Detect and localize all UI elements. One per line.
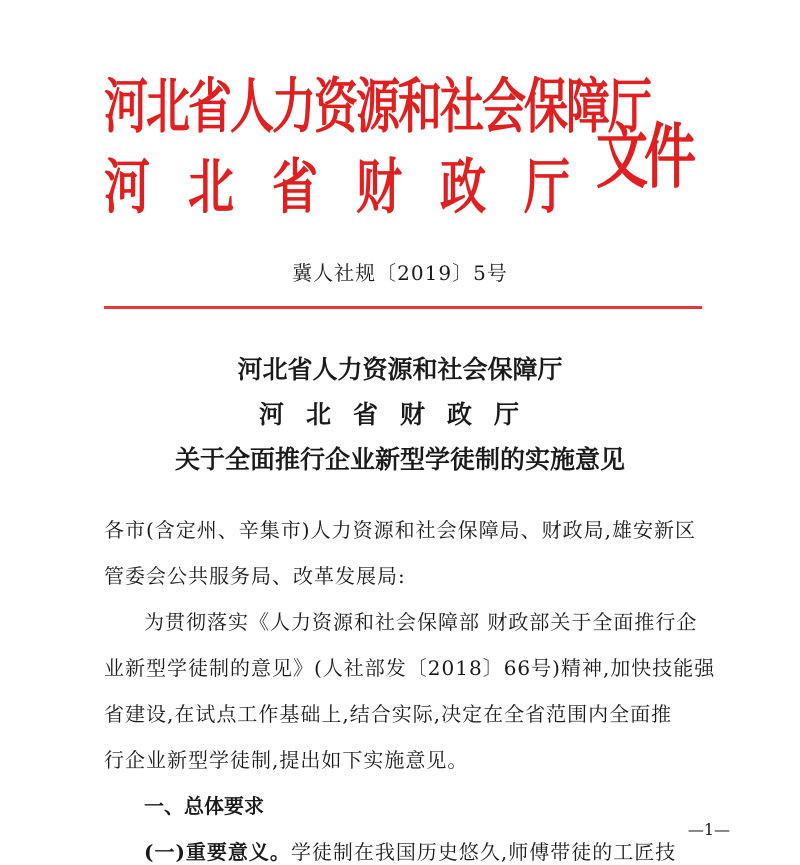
title-issuer-2: 河北省财政厅 bbox=[258, 400, 541, 429]
page-number: —1— bbox=[687, 820, 730, 839]
document-number: 冀人社规〔2019〕5号 bbox=[292, 261, 508, 285]
document-type-label: 文件 bbox=[596, 117, 693, 199]
subsection-1-label: (一)重要意义。 bbox=[144, 840, 291, 864]
red-separator-line bbox=[104, 306, 702, 309]
section-1-heading: 一、总体要求 bbox=[144, 794, 264, 818]
issuer-name-line-1: 河北省人力资源和社会保障厅 bbox=[104, 72, 650, 142]
paragraph-1-line-3: 省建设,在试点工作基础上,结合实际,决定在全省范围内全面推 bbox=[104, 702, 673, 726]
paragraph-1-line-2: 业新型学徒制的意见》(人社部发〔2018〕66号)精神,加快技能强 bbox=[104, 656, 716, 680]
addressee-line-1: 各市(含定州、辛集市)人力资源和社会保障局、财政局,雄安新区 bbox=[104, 518, 696, 542]
title-issuer-1: 河北省人力资源和社会保障厅 bbox=[237, 355, 563, 384]
paragraph-1-line-1: 为贯彻落实《人力资源和社会保障部 财政部关于全面推行企 bbox=[144, 610, 698, 634]
addressee-line-2: 管委会公共服务局、改革发展局: bbox=[104, 564, 406, 588]
subsection-1-text: 学徒制在我国历史悠久,师傅带徒的工匠技 bbox=[290, 840, 677, 864]
issuer-name-line-2: 河北省财政厅 bbox=[104, 151, 608, 222]
paragraph-1-line-4: 行企业新型学徒制,提出如下实施意见。 bbox=[104, 748, 469, 772]
title-subject: 关于全面推行企业新型学徒制的实施意见 bbox=[174, 445, 625, 474]
subsection-1-line bbox=[144, 836, 744, 865]
